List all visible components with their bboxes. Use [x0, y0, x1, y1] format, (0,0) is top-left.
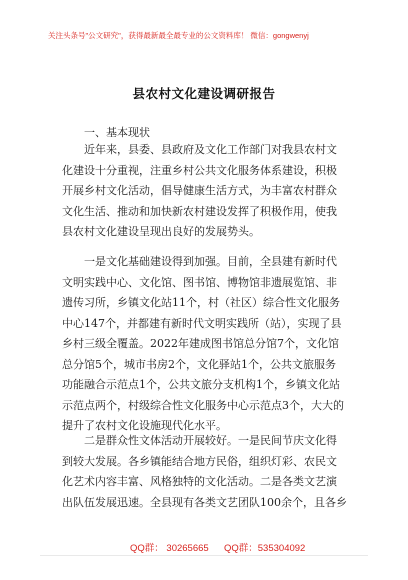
footer-qq-group-1: QQ群： 30265665: [130, 543, 209, 554]
document-title: 县农村文化建设调研报告: [132, 86, 276, 101]
footer-qq-group-2: QQ群：535304092: [224, 543, 306, 554]
paragraph-line: 开展乡村文化活动，倡导健康生活方式，为丰富农村群众: [62, 184, 337, 197]
paragraph-line: 二是群众性文体活动开展较好。一是民间节庆文化得: [84, 434, 337, 447]
paragraph-line: 乡村三级全覆盖。2022年建成图书馆总分馆7个，文化馆: [62, 337, 339, 350]
paragraph-line: 文明实践中心、文化馆、图书馆、博物馆非遗展览馆、非: [62, 275, 337, 289]
paragraph-line: 功能融合示范点1个，公共文旅分支机构1个，乡镇文化站: [62, 378, 340, 391]
paragraph-2: [62, 252, 354, 437]
paragraph-line: 县农村文化建设呈现出良好的发展势头。: [62, 225, 260, 238]
paragraph-line: 文化生活、推动和加快新农村建设发挥了积极作用，使我: [62, 204, 337, 218]
paragraph-line: 遗传习所，乡镇文化站11个，村（社区）综合性文化服务: [62, 296, 340, 309]
paragraph-1: [62, 140, 354, 243]
paragraph-line: 出队伍发展迅速。全县现有各类文艺团队100余个，且各乡: [62, 495, 347, 509]
footer-divider: [40, 555, 368, 556]
footer: [0, 540, 408, 560]
paragraph-line: 提升了农村文化设施现代化水平。: [62, 419, 227, 432]
paragraph-line: 近年来，县委、县政府及文化工作部门对我县农村文: [84, 143, 337, 156]
banner-text: 关注头条号"公文研究"，获得最新最全最专业的公文资料库！ 微信：gongwenyj: [48, 31, 309, 40]
paragraph-line: 中心147个，并都建有新时代文明实践所（站），实现了县: [62, 316, 342, 330]
paragraph-3: [62, 431, 354, 513]
top-banner: [0, 0, 408, 60]
section-heading: 一、基本现状: [84, 126, 150, 139]
paragraph-line: 到较大发展。各乡镇能结合地方民俗，组织灯彩、农民文: [62, 454, 337, 468]
paragraph-line: 一是文化基础建设得到加强。目前，全县建有新时代: [84, 255, 337, 268]
paragraph-line: 总分馆5个，城市书房2个，文化驿站1个，公共文旅服务: [62, 357, 336, 371]
paragraph-line: 化建设十分重视，注重乡村公共文化服务体系建设，积极: [62, 163, 337, 177]
paragraph-line: 化艺术内容丰富、风格独特的文化活动。二是各类文艺演: [62, 475, 337, 488]
paragraph-line: 示范点两个，村级综合性文化服务中心示范点3个，大大的: [62, 398, 344, 412]
